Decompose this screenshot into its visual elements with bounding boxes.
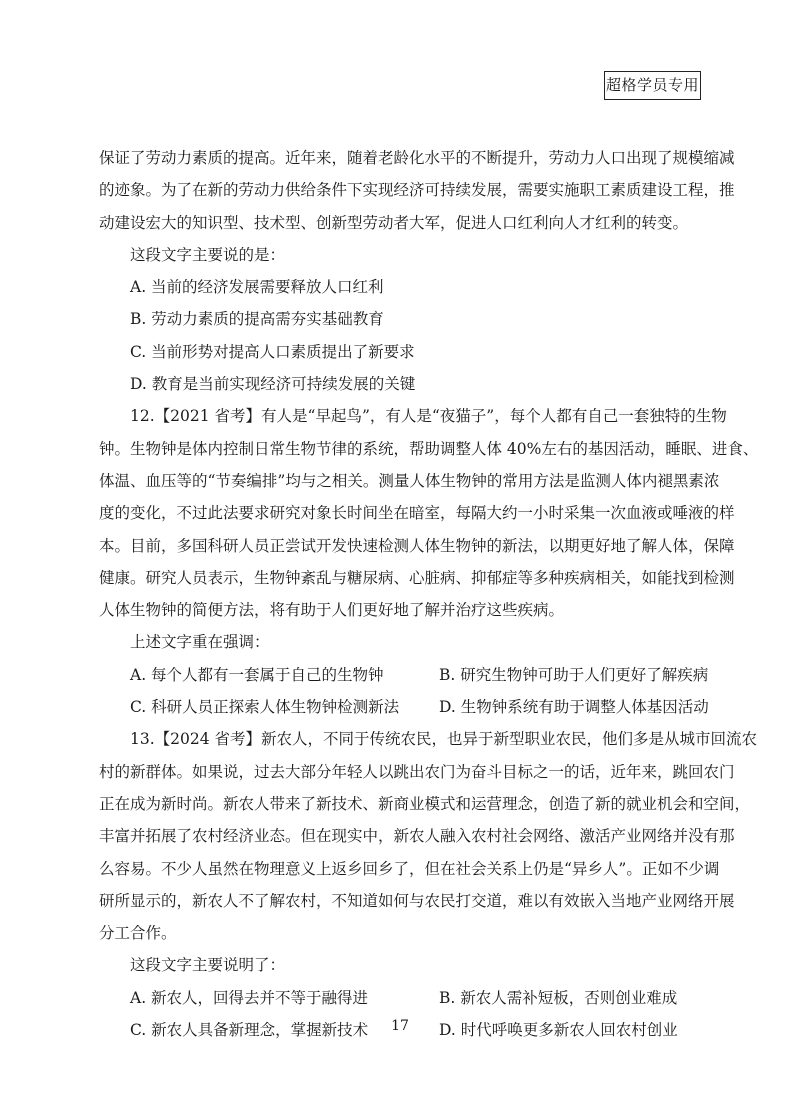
question-12 [99, 400, 759, 723]
option-a: A. 当前的经济发展需要释放人口红利 [130, 278, 384, 297]
question-prompt: 这段文字主要说的是： [130, 245, 286, 264]
option-row [99, 659, 709, 691]
question-prompt: 这段文字主要说明了： [130, 956, 286, 975]
passage-line: 动建设宏大的知识型、技术型、创新型劳动者大军，促进人口红利向人才红利的转变。 [99, 213, 689, 232]
option-row [99, 691, 709, 723]
option-d: D. 时代呼唤更多新农人回农村创业 [439, 1021, 678, 1040]
option-a: A. 新农人，回得去并不等于融得进 [130, 988, 369, 1007]
passage-line: 度的变化，不过此法要求研究对象长时间坐在暗室，每隔大约一小时采集一次血液或唾液的样 [99, 504, 735, 523]
passage-line: 么容易。不少人虽然在物理意义上返乡回乡了，但在社会关系上仍是“异乡人”。正如不少调 [99, 859, 720, 878]
option-row [99, 982, 709, 1014]
passage-1 [99, 142, 735, 400]
page-content [99, 142, 759, 1046]
option-c: C. 新农人具备新理念，掌握新技术 [130, 1021, 369, 1040]
passage-line: 分工合作。 [99, 924, 177, 943]
passage-line: 本。目前，多国科研人员正尝试开发快速检测人体生物钟的新法，以期更好地了解人体，保障 [99, 536, 735, 555]
passage-line: 人体生物钟的简便方法，将有助于人们更好地了解并治疗这些疾病。 [99, 601, 565, 620]
option-b: B. 研究生物钟可助于人们更好了解疾病 [439, 665, 709, 684]
student-only-badge: 超格学员专用 [604, 71, 701, 100]
option-c: C. 科研人员正探索人体生物钟检测新法 [130, 698, 400, 717]
passage-line: 村的新群体。如果说，过去大部分年轻人以跳出农门为奋斗目标之一的话，近年来，跳回农门 [99, 762, 735, 781]
passage-line: 保证了劳动力素质的提高。近年来，随着老龄化水平的不断提升，劳动力人口出现了规模缩减 [99, 149, 735, 167]
question-13 [99, 723, 758, 1046]
passage-line: 健康。研究人员表示，生物钟紊乱与糖尿病、心脏病、抑郁症等多种疾病相关，如能找到检测 [99, 568, 735, 587]
passage-line: 12.【2021 省考】有人是“早起鸟”，有人是“夜猫子”，每个人都有自己一套独特的生物 [130, 407, 727, 426]
option-a: A. 每个人都有一套属于自己的生物钟 [130, 665, 384, 684]
passage-line: 正在成为新时尚。新农人带来了新技术、新商业模式和运营理念，创造了新的就业机会和空间， [99, 794, 751, 813]
option-c: C. 当前形势对提高人口素质提出了新要求 [130, 342, 415, 361]
passage-line: 13.【2024 省考】新农人，不同于传统农民，也异于新型职业农民，他们多是从城市回流农 [130, 730, 758, 749]
option-b: B. 劳动力素质的提高需夯实基础教育 [130, 310, 384, 329]
page-number: 17 [391, 1018, 409, 1034]
option-d: D. 教育是当前实现经济可持续发展的关键 [130, 375, 416, 394]
option-b: B. 新农人需补短板，否则创业难成 [439, 988, 678, 1007]
passage-line: 体温、血压等的“节奏编排”均与之相关。测量人体生物钟的常用方法是监测人体内褪黑素浓 [99, 471, 720, 490]
question-prompt: 上述文字重在强调： [130, 633, 270, 652]
passage-line: 钟。生物钟是体内控制日常生物节律的系统，帮助调整人体 40%左右的基因活动，睡眠、进食、 [99, 439, 759, 458]
passage-line: 研所显示的，新农人不了解农村，不知道如何与农民打交道，难以有效嵌入当地产业网络开展 [99, 891, 735, 910]
passage-line: 丰富并拓展了农村经济业态。但在现实中，新农人融入农村社会网络、激活产业网络并没有那 [99, 827, 735, 846]
passage-line: 的迹象。为了在新的劳动力供给条件下实现经济可持续发展，需要实施职工素质建设工程，推 [99, 181, 735, 200]
option-d: D. 生物钟系统有助于调整人体基因活动 [439, 698, 709, 717]
